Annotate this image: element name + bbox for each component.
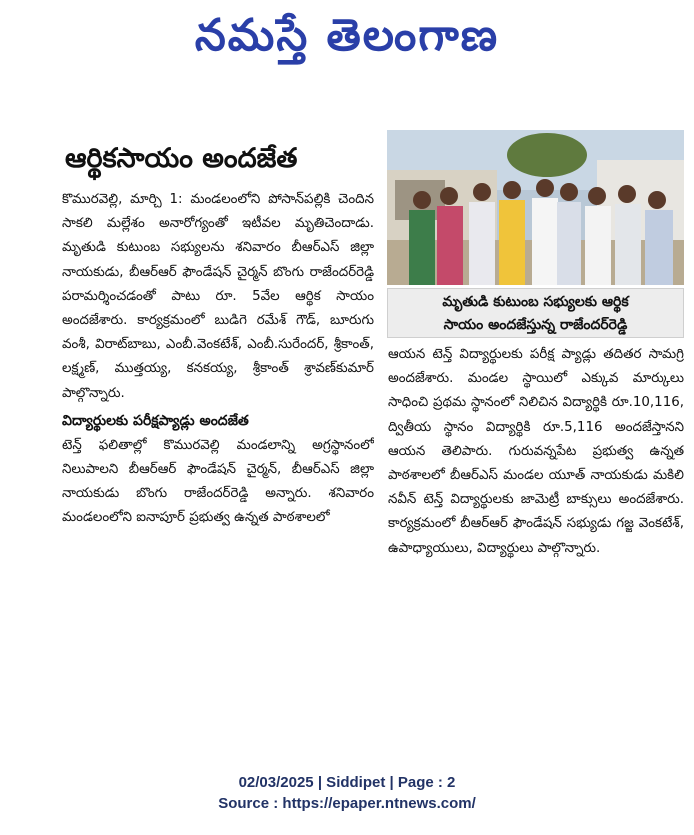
footer-source-link[interactable]: Source : https://epaper.ntnews.com/ [218, 795, 476, 812]
article-left-column [62, 188, 374, 698]
masthead-title: నమస్తే తెలంగాణ [194, 10, 500, 61]
footer-edition-info: 02/03/2025 | Siddipet | Page : 2 [238, 774, 456, 791]
photo-caption-line-1: మృతుడి కుటుంబ సభ్యులకు ఆర్థిక [442, 294, 629, 310]
news-photo-illustration [387, 130, 684, 285]
article-headline: ఆర్థికసాయం అందజేత [65, 143, 298, 174]
article-right-column [388, 343, 684, 693]
article-subheading: విద్యార్థులకు పరీక్షప్యాడ్లు అందజేత [62, 412, 249, 429]
photo-caption-line-2: సాయం అందజేస్తున్న రాజేందర్‌రెడ్డి [443, 317, 628, 333]
article-paragraph-2: టెన్త్ ఫలితాల్లో కొమురవెల్లి మండలాన్ని అగ్రస్థానంలో నిలుపాలని బీఆర్‌ఆర్ ఫౌండేషన్ చైర్మన్, బీఆర్‌ఎస్ జిల్లా నాయకుడు బొంగు రాజేందర్‌రెడ్డి అన్నారు. శనివారం మండలంలోని ఐనాపూర్ ప్రభుత్వ ఉన్నత పాఠశాలలో [62, 437, 374, 526]
article-paragraph-1: కొమురవెల్లి, మార్చి 1: మండలంలోని పోసాన్‌పల్లికి చెందిన సాకలి మల్లేశం అనారోగ్యంతో ఇటీవల మృతిచెందాడు. మృతుడి కుటుంబ సభ్యులను శనివారం బీఆర్‌ఎస్ జిల్లా నాయకుడు, బీఆర్‌ఆర్ ఫౌండేషన్ చైర్మన్ బొంగు రాజేందర్‌రెడ్డి పరామర్శించడంతో పాటు రూ. 5వేల ఆర్థిక సాయం అందజేశారు. కార్యక్రమంలో బుడిగె రమేశ్ గౌడ్, బూరుగు వంశీ, విరాట్‌బాబు, ఎంబీ.వెంకటేశ్, ఎంబీ.సురేందర్, శ్రీకాంత్, లక్ష్మణ్, ముత్తయ్య, కనకయ్య, శ్రీకాంత్ శ్రావణ్‌కుమార్ పాల్గొన్నారు. [62, 192, 374, 401]
news-photo [387, 130, 684, 285]
newspaper-masthead [0, 6, 694, 68]
article-paragraph-3: ఆయన టెన్త్ విద్యార్థులకు పరీక్ష ప్యాడ్లు తదితర సామగ్రి అందజేశారు. మండల స్థాయిలో ఎక్కువ మార్కులు సాధించి ప్రథమ స్థానంలో నిలిచిన విద్యార్థికి రూ.10,116, ద్వితీయ స్థానం విద్యార్థికి రూ.5,116 అందజేస్తానని ఆయన తెలిపారు. గురువన్నపేట ప్రభుత్వ ఉన్నత పాఠశాలలో బీఆర్‌ఎస్ మండల యూత్ నాయకుడు మకిలి నవీన్ టెన్త్ విద్యార్థులకు జామెట్రీ బాక్సులు అందజేశారు. కార్యక్రమంలో బీఆర్‌ఆర్ ఫౌండేషన్ సభ్యుడు గజ్జ వెంకటేశ్, ఉపాధ్యాయులు, విద్యార్థులు పాల్గొన్నారు. [388, 347, 684, 556]
photo-caption [387, 288, 684, 338]
